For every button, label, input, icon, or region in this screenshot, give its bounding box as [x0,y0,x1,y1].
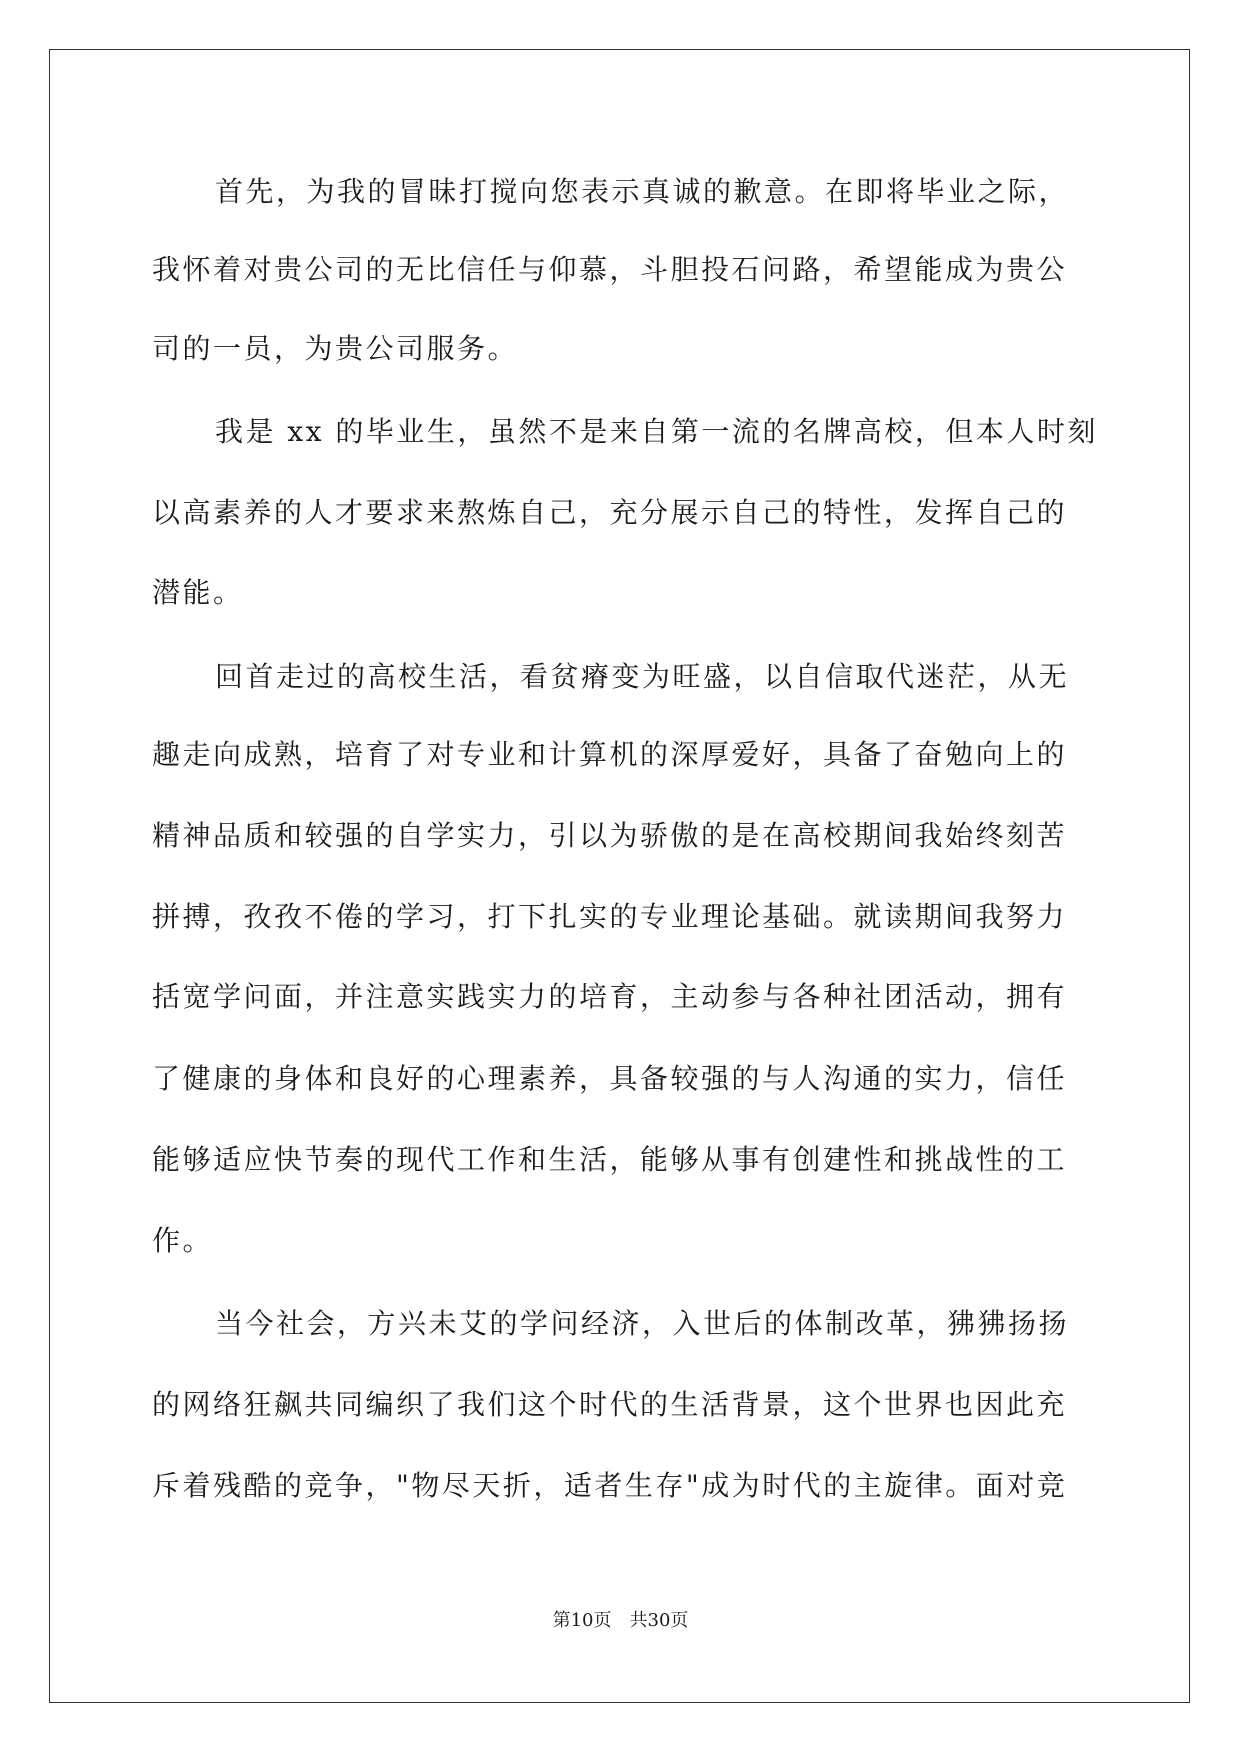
paragraph-3-line-7: 能够适应快节奏的现代工作和生活，能够从事有创建性和挑战性的工 [152,1143,1068,1176]
paragraph-2-line-2: 以高素养的人才要求来熬炼自己，充分展示自己的特性，发挥自己的 [152,496,1068,529]
paragraph-3-line-6: 了健康的身体和良好的心理素养，具备较强的与人沟通的实力，信任 [152,1062,1068,1095]
paragraph-3-line-5: 括宽学问面，并注意实践实力的培育，主动参与各种社团活动，拥有 [152,980,1068,1013]
paragraph-3-line-4: 拼搏，孜孜不倦的学习，打下扎实的专业理论基础。就读期间我努力 [152,900,1068,933]
paragraph-3-line-3: 精神品质和较强的自学实力，引以为骄傲的是在高校期间我始终刻苦 [152,819,1068,852]
paragraph-1-line-1: 首先，为我的冒昧打搅向您表示真诚的歉意。在即将毕业之际， [215,175,1070,208]
paragraph-4-line-2: 的网络狂飙共同编织了我们这个时代的生活背景，这个世界也因此充 [152,1388,1068,1421]
page-border [49,49,1190,1703]
paragraph-3-line-8: 作。 [152,1224,214,1257]
page-number: 第10页 共30页 [552,1610,689,1631]
paragraph-3-line-2: 趣走向成熟，培育了对专业和计算机的深厚爱好，具备了奋勉向上的 [152,738,1068,771]
paragraph-1-line-3: 司的一员，为贵公司服务。 [152,332,519,365]
paragraph-4-line-1: 当今社会，方兴未艾的学问经济，入世后的体制改革，狒狒扬扬 [215,1307,1070,1340]
paragraph-2-line-1: 我是 xx 的毕业生，虽然不是来自第一流的名牌高校，但本人时刻 [215,415,1098,448]
paragraph-4-line-3: 斥着残酷的竞争，"物尽天折，适者生存"成为时代的主旋律。面对竞 [152,1469,1068,1502]
paragraph-3-line-1: 回首走过的高校生活，看贫瘠变为旺盛，以自信取代迷茫，从无 [215,660,1070,693]
paragraph-1-line-2: 我怀着对贵公司的无比信任与仰慕，斗胆投石问路，希望能成为贵公 [152,253,1068,286]
paragraph-2-line-3: 潜能。 [152,576,244,609]
